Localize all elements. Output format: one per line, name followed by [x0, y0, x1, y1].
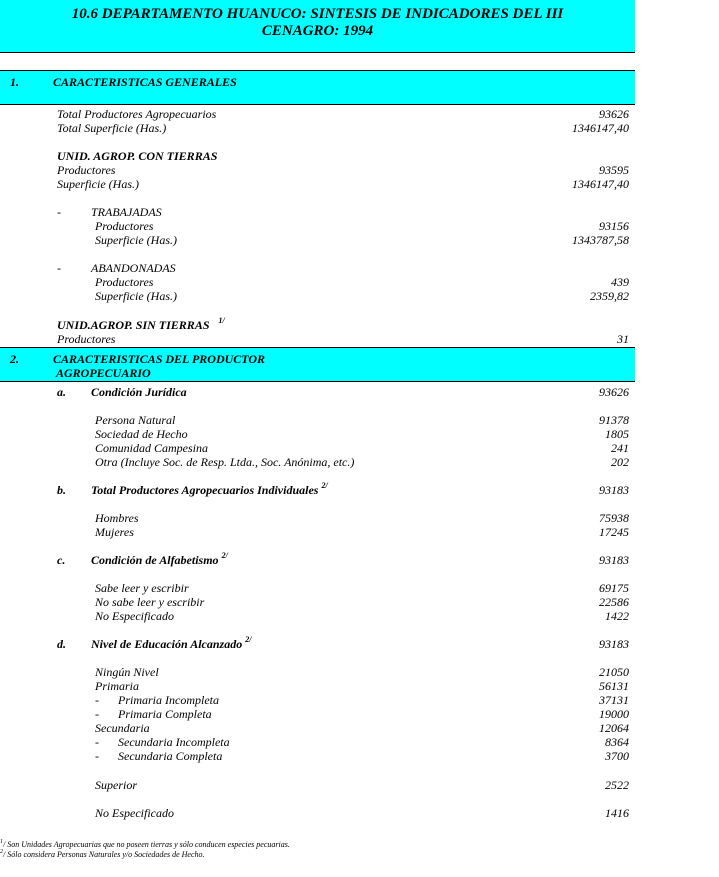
table-row — [0, 735, 629, 749]
table-row — [0, 806, 629, 820]
table-row — [0, 219, 629, 233]
section-1-label: CARACTERISTICAS GENERALES — [53, 75, 237, 89]
row-value: 3700 — [605, 749, 629, 763]
row-label: Superficie (Has.) — [95, 289, 177, 303]
footnote-mark: 1 — [0, 839, 3, 845]
row-label: Productores — [57, 332, 116, 346]
row-label: No Especificado — [95, 806, 174, 820]
heading-label: Condición Jurídica — [91, 385, 187, 399]
heading-text: Nivel de Educación Alcanzado — [91, 637, 243, 651]
footnote-ref: 2/ — [245, 635, 252, 644]
section-2-header — [0, 347, 635, 382]
table-row — [0, 455, 629, 469]
row-label: Superficie (Has.) — [95, 233, 177, 247]
row-label: Hombres — [95, 511, 139, 525]
row-label: Sociedad de Hecho — [95, 427, 188, 441]
subsection-heading — [0, 637, 629, 651]
row-value: 93626 — [599, 385, 629, 399]
heading-label: UNID. AGROP. CON TIERRAS — [57, 149, 218, 163]
row-label: Primaria — [95, 679, 140, 693]
row-value: 69175 — [599, 581, 629, 595]
footnote-text: / Son Unidades Agropecuarias que no poseen tierras y sólo conducen especies pecuarias. — [3, 840, 290, 849]
heading-label — [57, 318, 225, 332]
section-2-label — [53, 352, 265, 380]
row-value: 93183 — [599, 483, 629, 497]
row-value: 1343787,58 — [572, 233, 629, 247]
row-value: 56131 — [599, 679, 629, 693]
row-value: 241 — [611, 441, 629, 455]
dash-bullet: - — [95, 707, 99, 721]
heading-label — [91, 637, 251, 651]
dash-bullet: - — [57, 261, 61, 275]
row-label: Persona Natural — [95, 413, 176, 427]
row-value: 2522 — [605, 778, 629, 792]
row-value: 91378 — [599, 413, 629, 427]
dash-bullet: - — [95, 749, 99, 763]
subsection-heading — [0, 553, 629, 567]
dash-bullet: - — [57, 205, 61, 219]
row-label: Comunidad Campesina — [95, 441, 209, 455]
heading-text: Condición de Alfabetismo — [91, 553, 219, 567]
section-2-label-line-1: CARACTERISTICAS DEL PRODUCTOR — [53, 352, 266, 366]
table-row — [0, 107, 629, 121]
row-label: No Especificado — [95, 609, 174, 623]
table-row — [0, 693, 629, 707]
row-value: 17245 — [599, 525, 629, 539]
table-row — [0, 581, 629, 595]
row-label: Primaria Incompleta — [118, 693, 219, 707]
table-row — [0, 609, 629, 623]
table-row — [0, 778, 629, 792]
row-label: Mujeres — [95, 525, 134, 539]
row-label: Ningún Nivel — [95, 665, 159, 679]
row-value: 1346147,40 — [572, 177, 629, 191]
table-row — [0, 163, 629, 177]
table-row — [0, 525, 629, 539]
row-value: 93156 — [599, 219, 629, 233]
table-row — [0, 121, 629, 135]
subsection-heading — [0, 205, 629, 219]
row-value: 8364 — [605, 735, 629, 749]
table-row — [0, 665, 629, 679]
section-1-header — [0, 70, 635, 105]
footnote-2 — [0, 850, 205, 859]
section-2-label-line-2: AGROPECUARIO — [56, 366, 151, 380]
row-value: 2359,82 — [590, 289, 629, 303]
item-letter: d. — [57, 637, 66, 651]
row-label: Productores — [95, 275, 154, 289]
subsection-heading — [0, 385, 629, 399]
section-1-number: 1. — [10, 75, 19, 89]
subsection-heading — [0, 318, 629, 332]
row-label: Otra (Incluye Soc. de Resp. Ltda., Soc. Anónima, etc.) — [95, 455, 355, 469]
dash-bullet: - — [95, 735, 99, 749]
table-row — [0, 721, 629, 735]
row-value: 75938 — [599, 511, 629, 525]
heading-label: TRABAJADAS — [91, 205, 162, 219]
title-line-2: CENAGRO: 1994 — [261, 23, 374, 39]
row-label: Secundaria Completa — [118, 749, 223, 763]
row-label: Superficie (Has.) — [57, 177, 139, 191]
table-row — [0, 749, 629, 763]
row-label: Primaria Completa — [118, 707, 212, 721]
footnote-1 — [0, 840, 290, 849]
row-label: Secundaria Incompleta — [118, 735, 230, 749]
row-value: 439 — [611, 275, 629, 289]
item-letter: a. — [57, 385, 66, 399]
row-value: 1805 — [605, 427, 629, 441]
row-value: 93183 — [599, 553, 629, 567]
footnote-ref: 2/ — [221, 551, 228, 560]
row-label: No sabe leer y escribir — [95, 595, 205, 609]
table-row — [0, 413, 629, 427]
title-line-1: 10.6 DEPARTAMENTO HUANUCO: SINTESIS DE INDICADORES DEL III — [71, 6, 564, 22]
row-label: Secundaria — [95, 721, 150, 735]
row-value: 37131 — [599, 693, 629, 707]
row-value: 12064 — [599, 721, 629, 735]
subsection-heading — [0, 483, 629, 497]
row-label: Productores — [95, 219, 154, 233]
table-row — [0, 332, 629, 346]
row-value: 19000 — [599, 707, 629, 721]
section-2-number: 2. — [10, 352, 19, 366]
heading-label — [91, 553, 228, 567]
row-value: 1346147,40 — [572, 121, 629, 135]
table-row — [0, 441, 629, 455]
row-value: 22586 — [599, 595, 629, 609]
table-row — [0, 233, 629, 247]
footnote-ref: 1/ — [218, 316, 225, 325]
row-value: 21050 — [599, 665, 629, 679]
table-row — [0, 679, 629, 693]
subsection-heading — [0, 149, 629, 163]
row-value: 1422 — [605, 609, 629, 623]
row-label: Superior — [95, 778, 137, 792]
table-row — [0, 289, 629, 303]
table-row — [0, 427, 629, 441]
row-value: 93595 — [599, 163, 629, 177]
heading-text: UNID.AGROP. SIN TIERRAS — [57, 318, 210, 332]
table-row — [0, 275, 629, 289]
row-value: 93626 — [599, 107, 629, 121]
footnote-text: / Sólo considera Personas Naturales y/o Sociedades de Hecho. — [3, 850, 205, 859]
row-value: 31 — [617, 332, 629, 346]
subsection-heading — [0, 261, 629, 275]
row-label: Total Productores Agropecuarios — [57, 107, 217, 121]
dash-bullet: - — [95, 693, 99, 707]
item-letter: c. — [57, 553, 66, 567]
heading-text: Total Productores Agropecuarios Individuales — [91, 483, 319, 497]
title-band — [0, 0, 635, 53]
table-row — [0, 595, 629, 609]
row-value: 93183 — [599, 637, 629, 651]
row-label: Total Superficie (Has.) — [57, 121, 167, 135]
row-value: 202 — [611, 455, 629, 469]
footnote-mark: 2 — [0, 849, 3, 855]
table-row — [0, 707, 629, 721]
item-letter: b. — [57, 483, 66, 497]
row-value: 1416 — [605, 806, 629, 820]
row-label: Sabe leer y escribir — [95, 581, 189, 595]
heading-label: ABANDONADAS — [91, 261, 176, 275]
table-row — [0, 511, 629, 525]
row-label: Productores — [57, 163, 116, 177]
heading-label — [91, 483, 328, 497]
footnote-ref: 2/ — [321, 481, 328, 490]
table-row — [0, 177, 629, 191]
